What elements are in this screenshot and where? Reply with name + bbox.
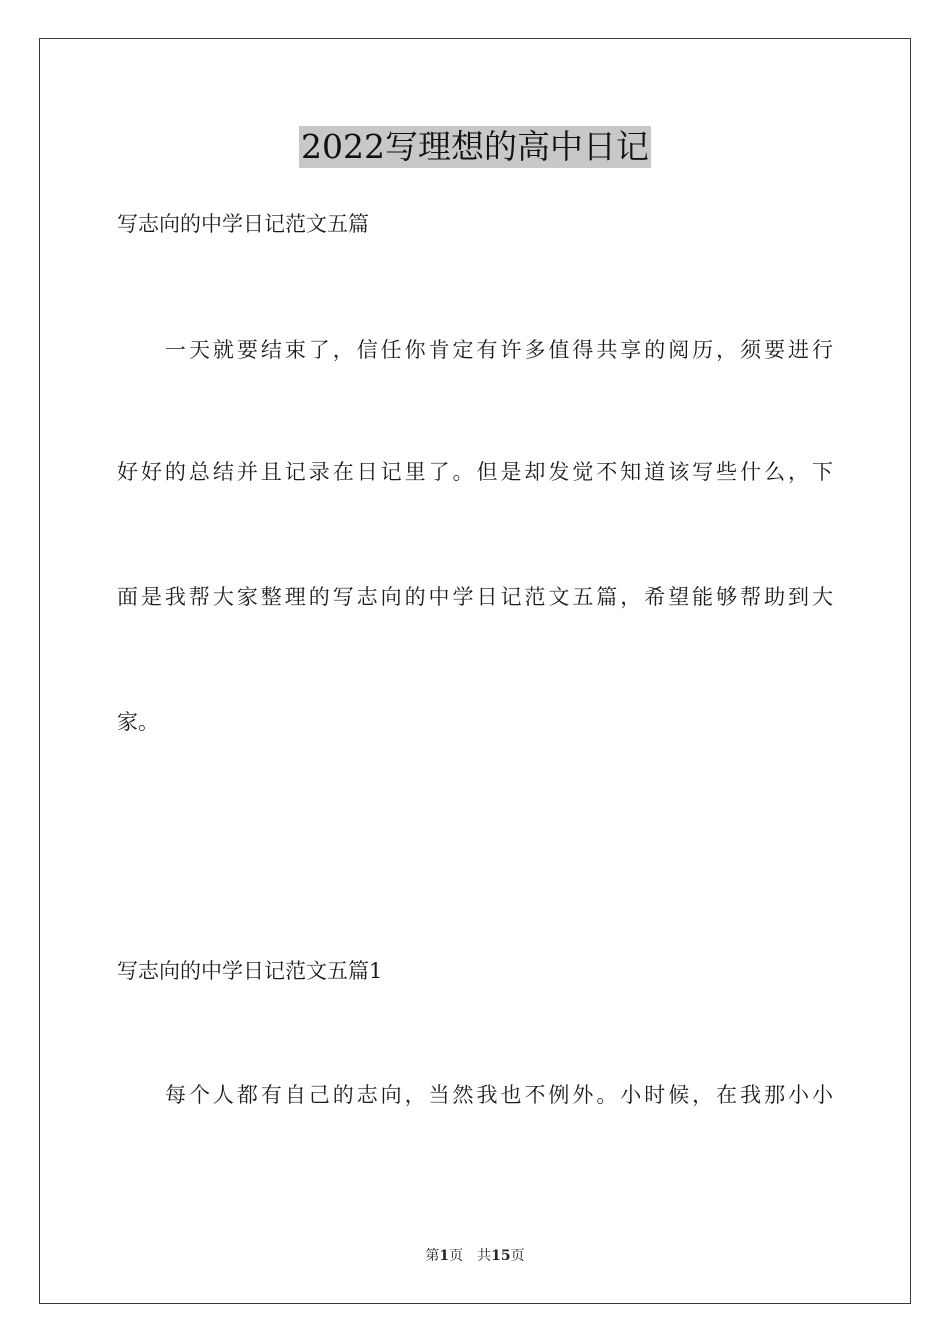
- footer-page-suffix: 页: [449, 1248, 464, 1264]
- paragraph-line: 好好的总结并且记录在日记里了。但是却发觉不知道该写些什么，下: [117, 460, 833, 484]
- title-container: [0, 126, 950, 168]
- paragraph-line: 家。: [117, 710, 159, 734]
- footer-total-prefix: 共: [477, 1248, 492, 1264]
- footer-total-pages: 15: [491, 1248, 511, 1264]
- paragraph-line: 一天就要结束了，信任你肯定有许多值得共享的阅历，须要进行: [165, 338, 833, 362]
- footer-page-prefix: 第: [425, 1248, 440, 1264]
- paragraph-line: 每个人都有自己的志向，当然我也不例外。小时候，在我那小小: [165, 1083, 833, 1107]
- section-heading: 写志向的中学日记范文五篇1: [117, 959, 383, 983]
- footer-total-suffix: 页: [510, 1248, 525, 1264]
- footer-page-number: 1: [439, 1248, 450, 1264]
- document-subtitle: 写志向的中学日记范文五篇: [117, 212, 369, 236]
- paragraph-line: 面是我帮大家整理的写志向的中学日记范文五篇，希望能够帮助到大: [117, 585, 833, 609]
- document-title: 2022写理想的高中日记: [301, 127, 649, 166]
- page-footer: [0, 1246, 950, 1266]
